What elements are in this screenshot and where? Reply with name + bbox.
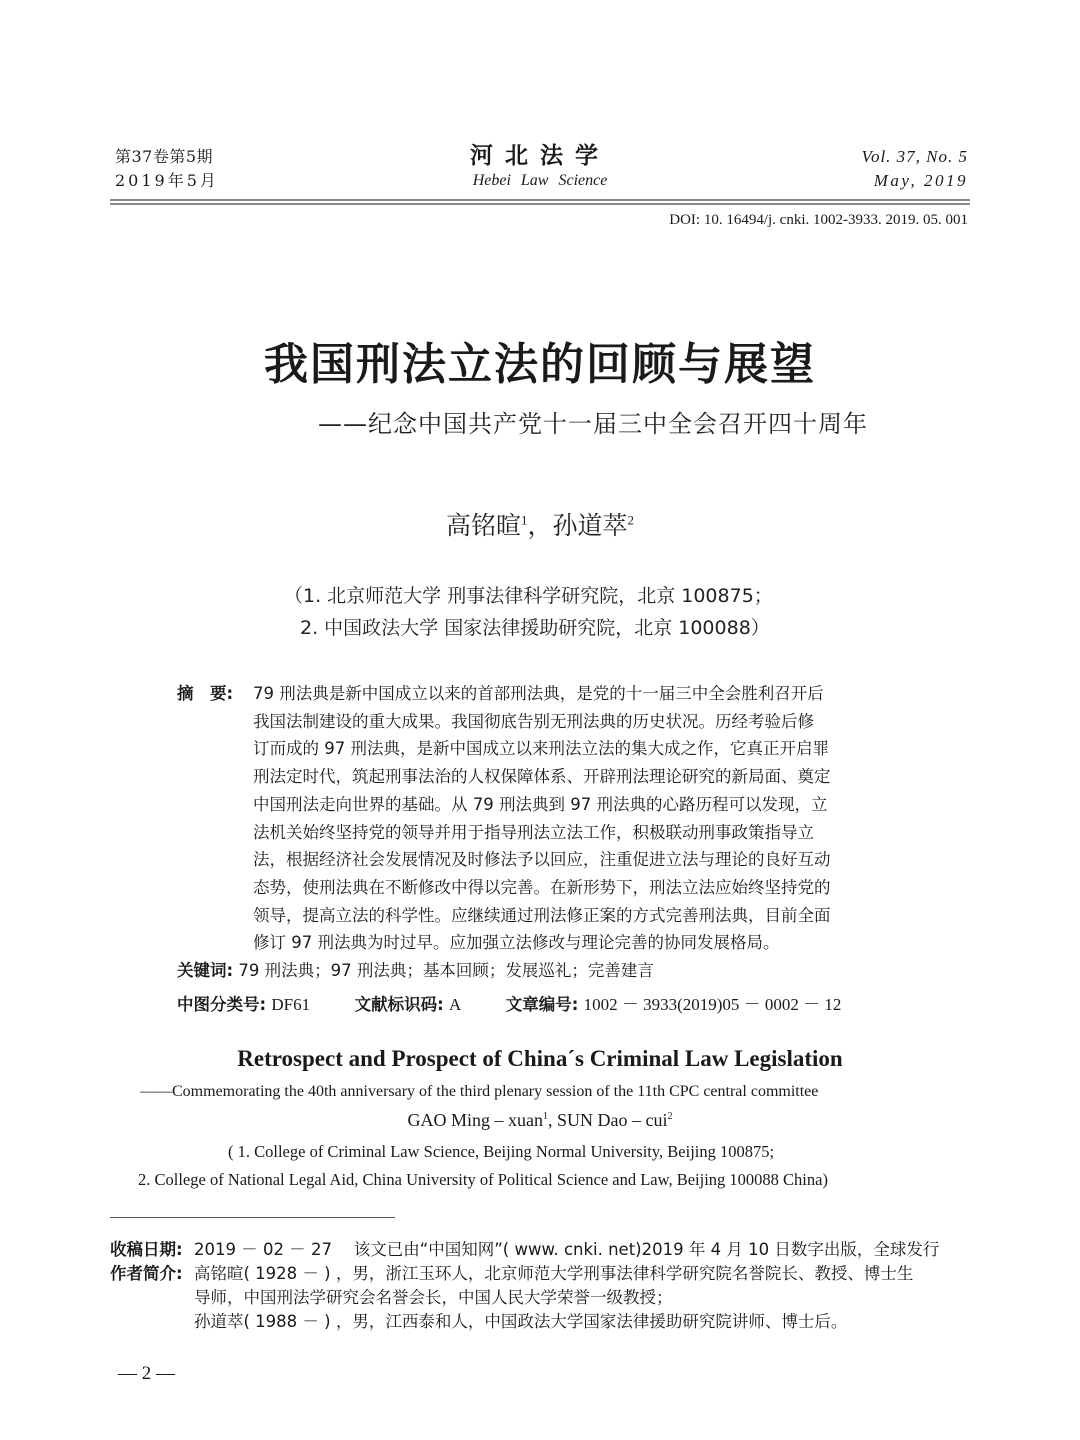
article-number-value: 1002 － 3933(2019)05 － 0002 － 12	[583, 995, 842, 1014]
keywords	[177, 957, 654, 981]
english-author-name: SUN Dao – cui	[557, 1110, 668, 1130]
received-label: 收稿日期:	[110, 1240, 183, 1259]
author-affiliation-mark: 2	[667, 1111, 673, 1122]
article-subtitle: ——纪念中国共产党十一届三中全会召开四十周年	[318, 410, 868, 438]
header-rule-secondary	[110, 203, 970, 205]
abstract-line: 订而成的 97 刑法典，是新中国成立以来刑法立法的集大成之作，它真正开启罪	[253, 739, 829, 759]
received-date	[110, 1238, 939, 1262]
abstract-label: 摘 要:	[177, 684, 234, 703]
author-affiliation-mark: 2	[627, 512, 635, 528]
doc-code-label: 文献标识码:	[354, 995, 444, 1014]
clc-label: 中图分类号:	[177, 995, 267, 1014]
doc-code-value: A	[448, 995, 462, 1014]
author-name: 高铭暄	[445, 511, 521, 540]
keywords-value: 79 刑法典；97 刑法典；基本回顾；发展巡礼；完善建言	[238, 961, 654, 980]
received-value: 2019 － 02 － 27 该文已由“中国知网”( www. cnki. net)2019 年 4 月 10 日数字出版，全球发行	[194, 1240, 940, 1259]
date-en: May, 2019	[873, 171, 968, 190]
english-title: Retrospect and Prospect of China´s Criminal Law Legislation	[237, 1046, 843, 1071]
english-author-list: GAO Ming – xuan$^1$, SUN Dao – cui$^2$	[407, 1110, 673, 1130]
bio-line: 高铭暄( 1928 － ) ，男，浙江玉环人，北京师范大学刑事法律科学研究院名誉院长、教授、博士生	[194, 1264, 914, 1283]
author-bio	[110, 1262, 939, 1286]
abstract-line: 79 刑法典是新中国成立以来的首部刑法典，是党的十一届三中全会胜利召开后	[253, 684, 824, 703]
journal-name-cn: 河北法学	[470, 143, 610, 169]
abstract-line: 中国刑法走向世界的基础。从 79 刑法典到 97 刑法典的心路历程可以发现，立	[253, 794, 828, 814]
keywords-label: 关键词:	[177, 961, 234, 980]
abstract-line: 我国法制建设的重大成果。我国彻底告别无刑法典的历史状况。历经考验后修	[253, 711, 814, 731]
footnote-rule	[110, 1217, 395, 1218]
footnotes	[110, 1238, 939, 1334]
author-separator: ，	[527, 511, 553, 540]
abstract-line: 修订 97 刑法典为时过早。应加强立法修改与理论完善的协同发展格局。	[253, 933, 780, 953]
affiliation: （1. 北京师范大学 刑事法律科学研究院，北京 100875；	[284, 585, 773, 607]
author-list	[0, 506, 1080, 542]
english-author-name: GAO Ming – xuan	[407, 1110, 543, 1130]
bio-line: 导师，中国刑法学研究会名誉会长，中国人民大学荣誉一级教授；	[194, 1288, 673, 1307]
abstract-line: 法，根据经济社会发展情况及时修法予以回应，注重促进立法与理论的良好互动	[253, 850, 831, 870]
journal-name-en: Hebei Law Science	[472, 172, 608, 189]
article-number-label: 文章编号:	[505, 995, 579, 1014]
abstract-body	[253, 680, 907, 957]
affiliations	[284, 580, 773, 644]
doi: DOI: 10. 16494/j. cnki. 1002-3933. 2019. 05. 001	[669, 212, 968, 228]
volume-issue-en: Vol. 37, No. 5	[861, 147, 968, 166]
author-affiliation-mark: 1	[520, 512, 528, 528]
english-affiliation: ( 1. College of Criminal Law Science, Beijing Normal University, Beijing 100875;	[228, 1142, 775, 1161]
date-cn: 2019年5月	[115, 171, 219, 190]
journal-issue-en	[861, 145, 968, 193]
english-subtitle: ——Commemorating the 40th anniversary of the third plenary session of the 11th CPC central committee	[140, 1083, 819, 1100]
bio-label: 作者简介:	[110, 1264, 183, 1283]
author-name: 孙道萃	[552, 511, 628, 540]
header-rule	[110, 199, 970, 201]
bio-line: 孙道萃( 1988 － ) ，男，江西泰和人，中国政法大学国家法律援助研究院讲师、博士后。	[194, 1312, 848, 1331]
classification-line	[177, 990, 841, 1015]
abstract	[177, 680, 907, 957]
abstract-line: 刑法定时代，筑起刑事法治的人权保障体系、开辟刑法理论研究的新局面、奠定	[253, 767, 831, 787]
page-number: — 2 —	[118, 1363, 175, 1384]
author-affiliation-mark: 1	[543, 1111, 548, 1122]
abstract-line: 法机关始终坚持党的领导并用于指导刑法立法工作，积极联动刑事政策指导立	[253, 822, 814, 842]
english-affiliation: 2. College of National Legal Aid, China University of Political Science and Law, Beijing 100088 China)	[138, 1170, 828, 1189]
volume-issue-cn: 第37卷第5期	[115, 147, 214, 166]
abstract-line: 态势，使刑法典在不断修改中得以完善。在新形势下，刑法立法应始终坚持党的	[253, 877, 831, 897]
clc-value: DF61	[271, 995, 311, 1014]
article-title: 我国刑法立法的回顾与展望	[264, 339, 816, 390]
abstract-line: 领导，提高立法的科学性。应继续通过刑法修正案的方式完善刑法典，目前全面	[253, 905, 831, 925]
affiliation: 2. 中国政法大学 国家法律援助研究院，北京 100088）	[300, 617, 770, 639]
